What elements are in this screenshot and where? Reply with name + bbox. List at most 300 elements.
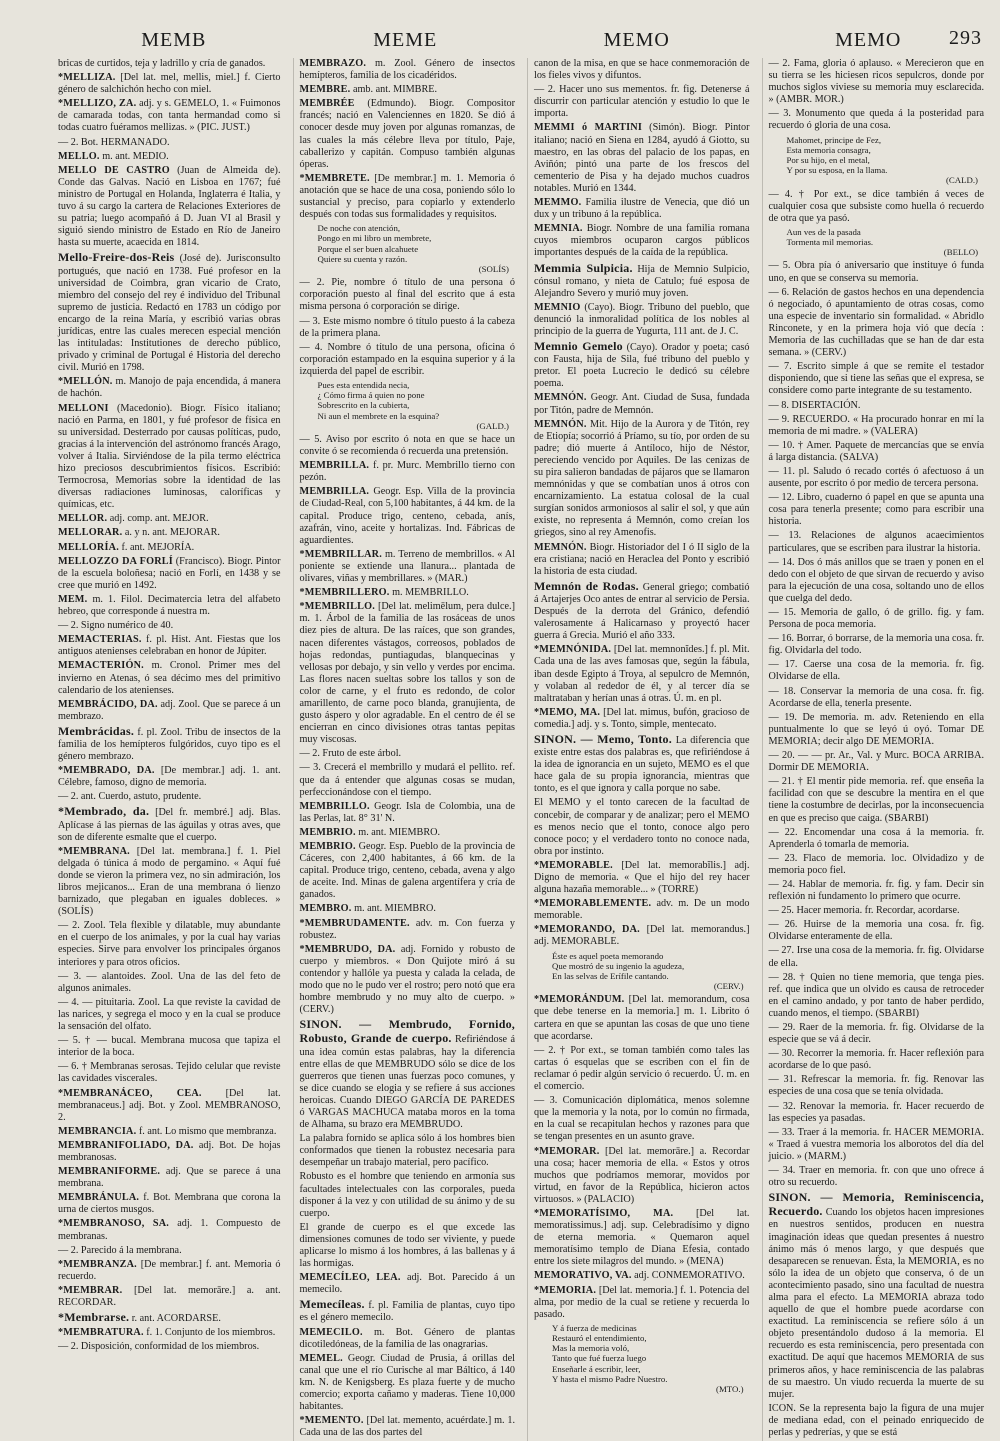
dictionary-entry (58, 1218, 281, 1242)
entry-body: adj. Bot. De hojas membranosas. (58, 1139, 281, 1163)
headword: MELLORAR. (58, 527, 123, 539)
dictionary-entry (769, 440, 985, 464)
dictionary-entry (300, 841, 516, 901)
headword: MEMACTERIÓN. (58, 660, 144, 672)
headword: *MEMORABLEMENTE. (534, 898, 652, 910)
dictionary-entry (58, 1035, 281, 1059)
entry-body: m. 1. Filol. Decimatercia letra del alfabeto hebreo, que corresponde á nuestra m. (58, 593, 281, 618)
headword: MEMBRANIFORME. (58, 1166, 161, 1178)
verse-line: Mas la memoria voló, (552, 1343, 630, 1354)
entry-body: Geogr. Esp. Villa de la provincia de Ciudad-Real, con 5,100 habitantes, á 44 km. de la capital. Produce trigo, centeno, cebada, anís, azafrán, vino, aceite y hortalizas. Ind. Fábricas de aguardientes. (299, 486, 515, 546)
entry-body: [Del lat. melimēlum, pera dulce.] m. 1. Árbol de la familia de las rosáceas de unos diez pies de altura. De las raíces, que son grandes, nacen diferentes vástagos, correosos, poblados de hojas redondas, puntiagudas, blanquecinas y vellosas por debajo, y sin vello y verdes por encima. Las flores nacen sueltas sobre los tallos y son de color de carne, y el fruto es redondo, de color amarillento, de carne poco blanda, granujienta, de gusto áspero y olor agradable. En el centro de él se encierran en cinco divisiones otras tantas pepitas muy viscosas. (299, 601, 515, 746)
headword: *MEMNÓNIDA. (534, 644, 612, 656)
headword: MEMBRILLO. (299, 800, 370, 812)
entry-body: m. ant. MEDIO. (102, 150, 169, 162)
entry-body: f. pl. Zool. Tribu de insectos de la familia de los hemípteros fulgóridos, cuyo tipo es el género membrazo. (58, 726, 281, 763)
quote-source: (SOLÍS) (478, 264, 509, 275)
entry-body: (Francisco). Biogr. Pintor de la escuela boloñesa; nació en Forlí, en 1438 y se cree que murió en 1492. (58, 555, 281, 591)
guide-word-3: MEMO (603, 28, 670, 51)
entry-body: m. ant. MIEMBRO. (358, 826, 441, 838)
entry-body: — 16. Borrar, ó borrarse, de la memoria una cosa. fr. fig. Olvidarla del todo. (768, 633, 984, 657)
entry-body: — 2. † Por ext., se toman también como tales las cartas ó esquelas que se escriben con el fin de reclamar ó pedir algún servicio ó recuerdo. Ú. m. en el comercio. (534, 1044, 750, 1093)
dictionary-entry (58, 997, 281, 1033)
dictionary-entry (534, 1095, 750, 1143)
entry-body: General griego; combatió á Artajerjes Oco antes de entrar al servicio de Persia. Después de la derrota del Gránico, defendió valerosamente á Halicarnaso y proyectó hacer guerra á Grecia. Murió el año 333. (534, 581, 750, 642)
headword: MEMACTERIAS. (58, 634, 142, 646)
verse-line: Pues esta entendida necia, (317, 379, 410, 390)
dictionary-entry (58, 542, 281, 554)
verse-quotation (787, 135, 985, 186)
dictionary-entry (58, 1166, 281, 1190)
headword: *MEMORANDO, DA. (534, 924, 640, 936)
dictionary-entry (300, 173, 516, 221)
entry-body: [Del lat. membranaceus.] adj. Bot. y Zool. MEMBRANOSO, 2. (58, 1087, 281, 1123)
headword: MEMNIA. (534, 223, 583, 235)
headword: SINON. — Memoria, Reminiscencia, Recuerdo. (768, 1190, 984, 1219)
dictionary-entry (534, 223, 750, 259)
headword: *MEMBRANÁCEO, CEA. (58, 1087, 202, 1099)
dictionary-entry (769, 492, 985, 528)
dictionary-entry (769, 1165, 985, 1189)
entry-body: f. pl. Familia de plantas, cuyo tipo es el género memecilo. (299, 1300, 515, 1324)
headword: MEMBRÁCIDO, DA. (58, 698, 158, 710)
dictionary-entry (300, 1415, 516, 1439)
entry-body: — 2. Hacer uno sus mementos. fr. fig. Detenerse á discurrir con particular atención y estudio lo que le importa. (534, 84, 750, 120)
entry-body: La palabra fornido se aplica sólo á los hombres bien conformados que tienen la robustez necesaria para desempeñar un trabajo material, pero pacífico. (299, 1133, 515, 1169)
entry-body: — 31. Refrescar la memoria. fr. fig. Renovar las especies de una cosa que se tenía olvidada. (768, 1074, 984, 1098)
dictionary-entry (534, 1146, 750, 1206)
dictionary-entry (534, 1208, 750, 1268)
dictionary-entry (534, 797, 750, 857)
entry-body: — 2. Bot. HERMANADO. (58, 136, 170, 148)
headword: *Membrarse. (58, 1310, 130, 1325)
entry-body: — 34. Traer en memoria. fr. con que uno ofrece á otro su recuerdo. (768, 1165, 984, 1189)
dictionary-entry (534, 644, 750, 704)
dictionary-entry (58, 805, 281, 843)
entry-body: — 20. — — pr. Ar., Val. y Murc. BOCA ARRIBA. Dormir DE MEMORIA. (768, 750, 984, 774)
dictionary-entry (534, 302, 750, 338)
dictionary-entry (769, 361, 985, 397)
dictionary-entry (769, 919, 985, 943)
entry-body: — 25. Hacer memoria. fr. Recordar, acordarse. (768, 905, 960, 917)
dictionary-entry (769, 712, 985, 748)
entry-body: m. Terreno de membrillos. « Al poniente se extiende una llanura... plantada de olivares, viñas y membrillares. » (MAR.) (299, 548, 515, 585)
dictionary-entry (769, 1074, 985, 1098)
entry-body: — 10. † Amer. Paquete de mercancías que se envía á larga distancia. (SALVA) (768, 439, 984, 463)
headword: MEMBRO. (299, 903, 352, 915)
entry-body: — 4. — pituitaria. Zool. La que reviste la cavidad de las narices, y segrega el moco y en la cual se produce la sensación del olfato. (58, 996, 281, 1033)
entry-body: f. pr. Murc. Membrillo tierno con pezón. (299, 460, 515, 484)
dictionary-entry (769, 750, 985, 774)
entry-body: Biogr. Historiador del I ó II siglo de la era cristiana; nació en Heraclea del Ponto y escribió la historia de esta ciudad. (534, 541, 750, 577)
entry-body: adj. Bot. Parecido á un memecilo. (299, 1272, 516, 1296)
dictionary-entry (58, 971, 281, 995)
headword: MELLO. (58, 150, 100, 162)
dictionary-entry (534, 392, 750, 416)
column-3 (527, 58, 750, 1441)
dictionary-entry (534, 262, 750, 300)
dictionary-entry (300, 486, 516, 546)
column-1 (58, 58, 281, 1441)
entry-body: — 12. Libro, cuaderno ó papel en que se apunta una cosa para tenerla presente; como para escribir una historia. (768, 492, 984, 528)
entry-body: [Del lat. memorabĭlis.] adj. Digno de memoria. « Que el hijo del rey hacer alguna hazaña memorable... » (TORRE) (534, 859, 750, 896)
verse-line: Sobrescrito en la cubierta, (317, 400, 410, 411)
verse-line: Tormenta mil memorias. (786, 237, 874, 248)
dictionary-entry (300, 1272, 516, 1296)
dictionary-entry (58, 594, 281, 618)
headword: MEM. (58, 593, 88, 605)
dictionary-entry (534, 197, 750, 221)
dictionary-entry (534, 580, 750, 642)
verse-quotation (318, 223, 516, 274)
dictionary-entry (769, 414, 985, 438)
entry-body: — 24. Hablar de memoria. fr. fig. y fam. Decir sin reflexión ni fundamento lo primero que ocurre. (768, 878, 984, 903)
headword: *MEMBRANA. (58, 845, 130, 857)
dictionary-entry (769, 879, 985, 903)
entry-body: — 17. Caerse una cosa de la memoria. fr. fig. Olvidarse de ella. (768, 659, 984, 683)
dictionary-entry (58, 137, 281, 149)
entry-body: — 32. Renovar la memoria. fr. Hacer recuerdo de las especies ya pasadas. (768, 1100, 984, 1124)
dictionary-entry (769, 557, 985, 605)
entry-body: canon de la misa, en que se hace conmemoración de los fieles vivos y difuntos. (534, 58, 750, 82)
headword: *Membrado, da. (58, 804, 150, 819)
entry-body: [De membrar.] adj. 1. ant. Célebre, famoso, digno de memoria. (58, 765, 281, 789)
dictionary-entry (769, 1022, 985, 1046)
entry-body: — 3. Crecerá el membrillo y mudará el pellito. ref. que da á entender que algunas cosas se mudan, perfeccionándose con el tiempo. (299, 762, 515, 798)
dictionary-entry (769, 776, 985, 824)
dictionary-entry (534, 1285, 750, 1321)
entry-body: [Del fr. membré.] adj. Blas. Aplícase á las piernas de las águilas y otras aves, que son de diferente esmalte que el cuerpo. (58, 807, 281, 843)
headword: *MEMBRADO, DA. (58, 765, 155, 777)
dictionary-entry (534, 1270, 750, 1282)
dictionary-entry (300, 434, 516, 458)
entry-body: (Cayo). Orador y poeta; casó con Fausta, hija de Sila, fué tribuno del pueblo y pretor. El poeta Lucrecio le dedicó su célebre poema. (534, 342, 750, 390)
headword: *MEMORAR. (534, 1145, 600, 1157)
headword: *MEMBRANOSO, SA. (58, 1218, 170, 1230)
dictionary-entry (769, 607, 985, 631)
text-columns (58, 58, 984, 1439)
entry-body: — 9. RECUERDO. « Ha procurado honrar en mí la memoria de mi madre. » (VALERA) (768, 413, 984, 437)
dictionary-entry (534, 122, 750, 195)
dictionary-entry (769, 400, 985, 412)
entry-body: m. ant. MIEMBRO. (354, 903, 436, 915)
dictionary-entry (769, 827, 985, 851)
headword: *MEMBRUDAMENTE. (299, 917, 410, 929)
verse-line: Ni aun el membrete en la esquina? (317, 410, 440, 421)
entry-body: — 3. Este mismo nombre ó título puesto á la cabeza de la primera plana. (299, 315, 515, 339)
guide-word-4-wrap (753, 26, 985, 52)
dictionary-entry (58, 765, 281, 789)
headword: MEMEL. (299, 1352, 343, 1364)
headword: MELLOR. (58, 513, 108, 525)
dictionary-entry (769, 189, 985, 225)
verse-line: Quiere su cuenta y razón. (317, 253, 408, 264)
quote-source: (BELLO) (943, 247, 978, 258)
headword: *MEMO, MA. (534, 706, 601, 718)
dictionary-entry (58, 1126, 281, 1138)
dictionary-entry (769, 1127, 985, 1163)
quote-source: (CALD.) (945, 175, 978, 186)
dictionary-entry (58, 1088, 281, 1124)
entry-body: ICON. Se la representa bajo la figura de una mujer de mediana edad, con el peinado enriquecido de perlas y pedrerías, y que se está (768, 1402, 984, 1438)
entry-body: — 2. Fruto de este árbol. (299, 748, 402, 760)
dictionary-entry (300, 762, 516, 798)
headword: MEMMI ó MARTINI (534, 122, 643, 134)
headword: SINON. — Memo, Tonto. (534, 731, 672, 746)
headword: MEMBRANIFOLIADO, DA. (58, 1139, 194, 1151)
headword: MEMBRAZO. (299, 58, 367, 69)
verse-line: Tanto que fué fuerza luego (552, 1353, 647, 1364)
entry-body: [Del lat. membrana.] f. 1. Piel delgada ó túnica á modo de pergamino. « Aquí fué donde se vieron la primera vez, no sin admiración, los libros mejicanos... Eran de una membrana ó lienzo barnizado, que plegaban en iguales dobleces. » (SOLÍS) (58, 845, 281, 918)
dictionary-entry (769, 633, 985, 657)
dictionary-entry (58, 1259, 281, 1283)
entry-body: f. Bot. Membrana que corona la urna de ciertos musgos. (58, 1192, 281, 1216)
dictionary-entry (769, 1101, 985, 1125)
headword: *MEMENTO. (299, 1415, 364, 1427)
dictionary-entry (534, 58, 750, 82)
entry-body: — 3. Monumento que queda á la posteridad para recuerdo ó gloria de una cosa. (768, 108, 984, 132)
dictionary-entry (300, 1327, 516, 1351)
dictionary-entry (58, 556, 281, 592)
dictionary-entry (58, 1192, 281, 1216)
entry-body: adv. m. Con fuerza y robustez. (299, 917, 516, 941)
headword: *MEMBRILLERO. (299, 587, 390, 599)
dictionary-entry (300, 1133, 516, 1169)
entry-body: adj. comp. ant. MEJOR. (109, 513, 209, 525)
headword: MEMBRILLA. (299, 486, 370, 498)
entry-body: m. Manojo de paja encendida, á manera de hachón. (58, 376, 281, 400)
dictionary-entry (769, 466, 985, 490)
verse-line: Aun ves de la pasada (786, 226, 861, 237)
dictionary-entry (58, 634, 281, 658)
entry-body: (Juan de Almeida de). Conde das Galvas. Nació en Lisboa en 1767; fué ministro de Portugal en Holanda, Inglaterra é Italia, y tuvo á su cargo la cartera de Relaciones Exteriores de su patria; luego acompañó á D. Juan VI al Brasil y siguió siendo ministro de Estado en Río de Janeiro hasta su muerte, acaecida en 1814. (58, 164, 281, 249)
guide-word-4: MEMO (835, 28, 902, 51)
dictionary-entry (769, 530, 985, 554)
verse-line: Éste es aquel poeta memorando (552, 950, 664, 961)
entry-body: a. y n. ant. MEJORAR. (124, 527, 220, 539)
entry-body: (Simón). Biogr. Pintor italiano; nació en Siena en 1284, ayudó á Giotto, su maestro, en las obras del palacio de los papas, en Aviñón; pintó una parte de los frescos del cementerio de Pisa y ha dejado muchos cuadros notables. Murió en 1344. (534, 122, 750, 194)
headword: *MEMORATÍSIMO, MA. (534, 1207, 674, 1219)
headword: MELLO DE CASTRO (58, 164, 170, 176)
entry-body: m. MEMBRILLO. (392, 587, 469, 599)
entry-body: adv. m. De un modo memorable. (534, 898, 750, 922)
headword: MEMORATIVO, VA. (534, 1270, 632, 1282)
entry-body: — 15. Memoria de gallo, ó de grillo. fig. y fam. Persona de poca memoria. (768, 607, 984, 631)
dictionary-entry (300, 549, 516, 585)
entry-body: m. Cronol. Primer mes del invierno en Atenas, ó sea décimo mes del primitivo calendario de los atenienses. (58, 660, 281, 696)
entry-body: (Cayo). Biogr. Tribuno del pueblo, que denunció la inmoralidad política de los nobles al principio de la guerra de Yugurta, 111 ant. de J. C. (534, 301, 750, 337)
entry-body: Biogr. Nombre de una familia romana cuyos miembros ocuparon cargos públicos importantes después de la caída de la república. (534, 223, 750, 259)
dictionary-entry (769, 905, 985, 917)
headword: *MEMBRILLAR. (299, 548, 382, 560)
dictionary-entry (534, 542, 750, 578)
dictionary-entry (58, 699, 281, 723)
entry-body: — 2. Disposición, conformidad de los miembros. (58, 1341, 260, 1353)
entry-body: — 30. Recorrer la memoria. fr. Hacer reflexión para acordarse de lo que pasó. (768, 1048, 984, 1072)
dictionary-entry (58, 403, 281, 512)
dictionary-entry (300, 277, 516, 313)
entry-body: bricas de curtidos, teja y ladrillo y cría de ganados. (58, 58, 266, 69)
dictionary-entry (300, 601, 516, 746)
entry-body: — 2. Signo numérico de 40. (58, 620, 174, 632)
headword: *MEMORÁNDUM. (534, 994, 625, 1006)
entry-body: — 18. Conservar la memoria de una cosa. fr. fig. Acordarse de ella, tenerla presente. (768, 685, 984, 709)
verse-line: Y hasta el mismo Padre Nuestro. (552, 1373, 668, 1384)
headword: SINON. — Membrudo, Fornido, Robusto, Grande de cuerpo. (299, 1017, 515, 1046)
dictionary-entry (300, 801, 516, 825)
entry-body: (Edmundo). Biogr. Compositor francés; nació en Valenciennes en 1820. Se dió á conocer desde muy joven por algunas romanzas, de las cuales la más célebre lleva por título, Paje, caballerizo y capitán. Compuso también algunas óperas. (299, 98, 516, 170)
entry-body: — 27. Irse una cosa de la memoria. fr. fig. Olvidarse de ella. (768, 945, 984, 969)
entry-body: — 6. Relación de gastos hechos en una dependencia ó negociado, ó apuntamiento de otras cosas, como una especie de inventario sin formalidad. « Abridlo Rinconete, y en la primera hoja vió que decía : Memoria de las cuchilladas que se han de dar esta semana. » (CERV.) (768, 286, 984, 359)
column-4 (762, 58, 985, 1441)
quote-source: (GALD.) (476, 420, 509, 431)
entry-body: — 3. — alantoides. Zool. Una de las del feto de algunos animales. (58, 970, 281, 994)
entry-body: f. pl. Hist. Ant. Fiestas que los antiguos atenienses celebraban en honor de Júpiter. (58, 634, 281, 658)
headword: *MELLIZA. (58, 72, 116, 84)
dictionary-entry (300, 316, 516, 340)
dictionary-entry (58, 1140, 281, 1164)
dictionary-entry (300, 903, 516, 915)
dictionary-entry (534, 419, 750, 540)
dictionary-entry (58, 72, 281, 96)
entry-body: — 13. Relaciones de algunos acaecimientos particulares, que se escriben para ilustrar la historia. (768, 530, 984, 554)
entry-body: f. ant. Lo mismo que membranza. (138, 1125, 277, 1137)
entry-body: — 8. DISERTACIÓN. (768, 399, 861, 411)
quote-source: (CERV.) (713, 981, 744, 992)
entry-body: [Del lat. mel, mellis, miel.] f. Cierto género de salchichón hecho con miel. (58, 72, 281, 96)
headword: *MEMBRAR. (58, 1284, 123, 1296)
dictionary-entry (58, 660, 281, 696)
entry-body: adj. CONMEMORATIVO. (634, 1270, 745, 1282)
dictionary-entry (300, 1222, 516, 1270)
verse-line: Y por su esposa, en la llama. (786, 165, 888, 176)
headword: MEMNIO (534, 301, 581, 313)
headword: MELLOZZO DA FORLÍ (58, 555, 173, 567)
page-number: 293 (949, 26, 982, 49)
dictionary-entry (58, 846, 281, 919)
dictionary-entry (769, 287, 985, 360)
entry-body: — 5. Obra pía ó aniversario que instituye ó funda uno, en que se conserva su memoria. (768, 260, 984, 284)
dictionary-entry (769, 945, 985, 969)
dictionary-entry (300, 1298, 516, 1324)
entry-body: [Del lat. memento, acuérdate.] m. 1. Cada una de las dos partes del (299, 1415, 516, 1439)
verse-quotation (552, 1323, 750, 1394)
headword: MEMMO. (534, 197, 582, 209)
dictionary-entry (300, 460, 516, 484)
dictionary-entry (300, 1018, 516, 1131)
entry-body: — 22. Encomendar una cosa á la memoria. fr. Aprenderla ó tomarla de memoria. (768, 826, 984, 850)
entry-body: adj. 1. Compuesto de membranas. (58, 1218, 281, 1242)
dictionary-entry (300, 342, 516, 378)
dictionary-entry (534, 898, 750, 922)
headword: *MEMBRUDO, DA. (299, 943, 396, 955)
dictionary-entry (769, 108, 985, 132)
dictionary-entry (58, 513, 281, 525)
entry-body: adj. y s. GEMELO, 1. « Fuimonos de camarada todas, con tanta hermandad como si todas cuatro fuéramos mellizas. » (PIC. JUST.) (58, 98, 281, 134)
headword: *MEMORABLE. (534, 859, 613, 871)
dictionary-entry (300, 748, 516, 760)
entry-body: — 4. Nombre ó título de una persona, oficina ó corporación estampado en la esquina superior y á la izquierda del papel de escribir. (299, 341, 515, 377)
headword: Mello-Freire-dos-Reis (58, 250, 175, 265)
guide-word-1: MEMB (141, 28, 207, 51)
dictionary-entry (769, 1191, 985, 1401)
verse-line: Por su hijo, en el metal, (786, 154, 870, 165)
entry-body: — 2. Zool. Tela flexible y dilatable, muy abundante en el cuerpo de los animales, y por la cual hay varias especies. Sirve para envolver los principales órganos interiores y para otros oficios. (58, 920, 281, 968)
dictionary-entry (769, 853, 985, 877)
dictionary-entry (58, 1327, 281, 1339)
entry-body: La diferencia que existe entre estas dos palabras es, que refiriéndose á la idea de ignorancia en un sujeto, MEMO es el que hace gala de su propia ignorancia, mientras que tonto, es el que ignora y calla porque no sabe. (534, 734, 750, 795)
dictionary-entry (58, 527, 281, 539)
dictionary-entry (300, 1171, 516, 1219)
dictionary-entry (769, 686, 985, 710)
headword: MEMBRANCIA. (58, 1125, 137, 1137)
entry-body: f. ant. MEJORÍA. (121, 541, 195, 553)
dictionary-entry (300, 918, 516, 942)
verse-line: De noche con atención, (317, 223, 401, 234)
verse-quotation (552, 951, 750, 992)
entry-body: Cuando los objetos hacen impresiones en nuestros sentidos, producen en nuestra imaginación ideas que quedan presentes á nuestro ánimo más ó menos largo, y que después que desaparecen se renuevan. Ésta, la MEMORIA, es no sólo la idea de un objeto que conserva, ó de un acontecimiento pasado, sino una facultad de nuestra alma para el efecto. La MEMORIA abraza todo aquello de que el hombre puede acordarse con exactitud. La reminiscencia se refiere sólo á un objeto presentándolo dudoso á la memoria. El recuerdo es esta reminiscencia, pero presentada con exactitud. De aquí que hacemos MEMORIA de sus primeros años, y hace reminiscencia de las palabras de su maestro. Un viudo recuerda la muerte de su mujer. (768, 1207, 984, 1400)
verse-line: Pongo en mi libro un membrete, (317, 233, 432, 244)
headword: Memecíleas. (299, 1297, 365, 1312)
headword: *MEMBRANZA. (58, 1258, 137, 1270)
entry-body: [Del lat. memorāre.] a. ant. RECORDAR. (58, 1284, 281, 1308)
headword: MEMBRE. (299, 84, 351, 96)
entry-body: [Del lat. memorandum, cosa que debe tenerse en la memoria.] m. 1. Librito ó cartera en que se apuntan las cosas de que uno tiene que acordarse. (534, 994, 750, 1042)
headword: Memnón de Rodas. (534, 578, 639, 593)
headword: MEMECILO. (299, 1326, 363, 1338)
entry-body: El grande de cuerpo es el que excede las dimensiones comunes de todo ser viviente, y puede aplicarse lo mismo á los hombres, á las ballenas y á las hormigas. (299, 1221, 515, 1270)
dictionary-entry (58, 58, 281, 70)
entry-body: — 28. † Quien no tiene memoria, que tenga pies. ref. que indica que un olvido es causa de retroceder en el camino andado, y por tanto de haber perdido, cuando menos, el tiempo. (SBARBI) (768, 971, 984, 1019)
entry-body: — 5. Aviso por escrito ó nota en que se hace un convite ó se recomienda ó recuerda una pretensión. (299, 434, 515, 458)
headword: MEMECÍLEO, LEA. (299, 1272, 401, 1284)
entry-body: Geogr. Esp. Pueblo de la provincia de Cáceres, con 2,400 habitantes, á 66 km. de la capital. Produce trigo, centeno, cebada, avena y algo de aceite. Ind. Minas de galena argentífera y cría de ganados. (299, 841, 516, 901)
headword: *MEMBRETE. (299, 172, 370, 184)
entry-body: [Del lat. mimus, bufón, gracioso de comedia.] adj. y s. Tonto, simple, mentecato. (534, 706, 750, 730)
entry-body: adj. Que se parece á una membrana. (58, 1166, 281, 1190)
headword: *MELLÓN. (58, 376, 113, 388)
verse-line: Esta memoria consagra, (786, 144, 871, 155)
dictionary-entry (534, 924, 750, 948)
headword: *MEMBRILLO. (299, 601, 375, 613)
entry-body: Geogr. Isla de Colombia, una de las Perlas, lat. 8° 31' N. (299, 800, 516, 824)
dictionary-entry (534, 733, 750, 795)
page-header (58, 22, 984, 58)
dictionary-entry (58, 791, 281, 803)
dictionary-entry (534, 1045, 750, 1093)
entry-body: Familia ilustre de Venecia, que dió un dux y un tribuno á la república. (534, 197, 750, 221)
dictionary-entry (769, 972, 985, 1020)
entry-body: — 23. Flaco de memoria. loc. Olvidadizo y de memoria poco fiel. (768, 852, 984, 876)
entry-body: [De membrar.] f. ant. Memoria ó recuerdo. (58, 1258, 281, 1282)
dictionary-entry (769, 58, 985, 106)
entry-body: [Del lat. memorāre.] a. Recordar una cosa; hacer memoria de ella. « Estos y otros muchos que podríamos memorar, movidos por virtud, en favor de la República, hicieron actos virtuosos. » (PALACIO) (534, 1145, 750, 1205)
entry-body: Robusto es el hombre que teniendo en armonía sus facultades intelectuales con las corporales, pueda disponer á la vez y con utilidad de su ánimo y de su cuerpo. (299, 1171, 515, 1219)
entry-body: [Del lat. memnonĭdes.] f. pl. Mit. Cada una de las aves famosas que, según la fábula, iban desde Egipto á Troya, al sepulcro de Memnón, y volaban al rededor de él, y al tercer día se maltrataban y herían unas á otras. Ú. m. en pl. (534, 644, 750, 704)
entry-body: — 26. Huirse de la memoria una cosa. fr. fig. Olvidarse enteramente de ella. (768, 919, 984, 943)
verse-quotation (787, 227, 985, 258)
dictionary-entry (769, 1048, 985, 1072)
verse-line: Porque el ser buen alcahuete (317, 243, 419, 254)
headword: Memnio Gemelo (534, 339, 623, 354)
headword: Memmia Sulpicia. (534, 260, 633, 275)
dictionary-entry (58, 1311, 281, 1325)
entry-body: — 29. Raer de la memoria. fr. fig. Olvidarse de la especie que se vá á decir. (768, 1022, 984, 1046)
headword: *MEMBRATURA. (58, 1327, 144, 1339)
entry-body: — 7. Escrito simple á que se remite el testador disponiendo, que si tiene las señas que el expresa, se considere como parte integrante de su testamento. (768, 361, 984, 397)
entry-body: [Del lat. memorandus.] adj. MEMORABLE. (534, 924, 750, 948)
headword: *MELLIZO, ZA. (58, 98, 137, 110)
